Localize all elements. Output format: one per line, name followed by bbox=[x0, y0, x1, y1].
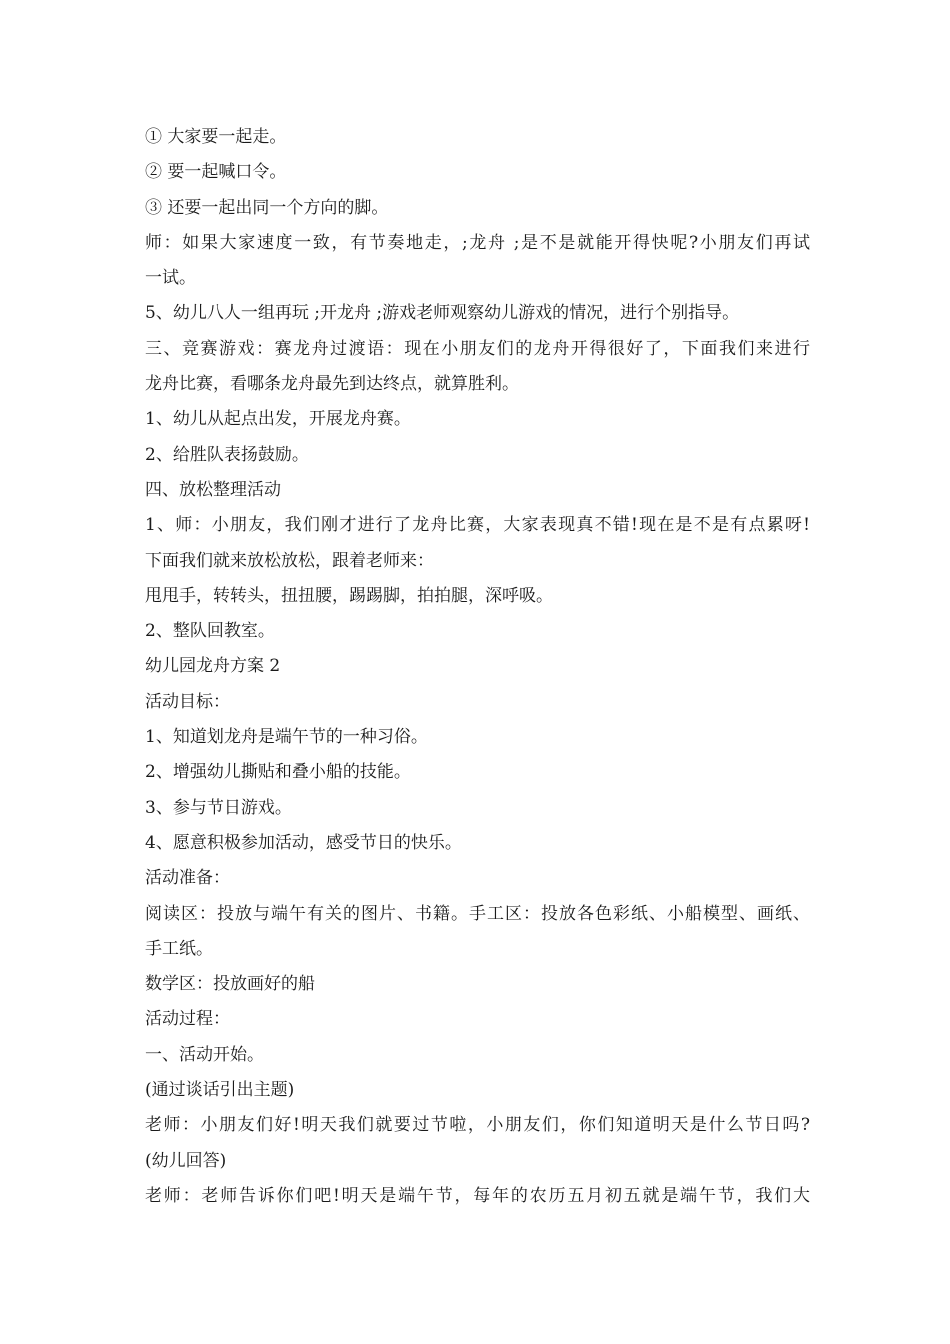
text-line: ③ 还要一起出同一个方向的脚。 bbox=[145, 197, 389, 218]
text-line: 老师：小朋友们好!明天我们就要过节啦，小朋友们，你们知道明天是什么节日吗? bbox=[145, 1115, 810, 1136]
text-line: 师：如果大家速度一致，有节奏地走，;龙舟 ;是不是就能开得快呢?小朋友们再试 bbox=[145, 232, 810, 253]
text-line: 1、师：小朋友，我们刚才进行了龙舟比赛，大家表现真不错!现在是不是有点累呀! bbox=[145, 515, 810, 536]
text-line: 数学区：投放画好的船 bbox=[145, 974, 315, 995]
text-line: 3、参与节日游戏。 bbox=[145, 797, 292, 818]
text-line: 2、给胜队表扬鼓励。 bbox=[145, 444, 309, 465]
text-line: 下面我们就来放松放松，跟着老师来： bbox=[145, 550, 434, 571]
text-line: 2、整队回教室。 bbox=[145, 621, 275, 642]
section-heading: 活动目标： bbox=[145, 691, 230, 712]
text-line: 龙舟比赛，看哪条龙舟最先到达终点，就算胜利。 bbox=[145, 374, 519, 395]
text-line: 甩甩手，转转头，扭扭腰，踢踢脚，拍拍腿，深呼吸。 bbox=[145, 585, 553, 606]
text-line: ① 大家要一起走。 bbox=[145, 127, 287, 147]
section-title: 幼儿园龙舟方案 2 bbox=[145, 656, 281, 677]
section-heading: 活动准备： bbox=[145, 868, 230, 889]
text-line: 5、幼儿八人一组再玩 ;开龙舟 ;游戏老师观察幼儿游戏的情况，进行个别指导。 bbox=[145, 303, 740, 324]
text-line: 4、愿意积极参加活动，感受节日的快乐。 bbox=[145, 832, 462, 853]
text-line: 老师：老师告诉你们吧!明天是端午节，每年的农历五月初五就是端午节，我们大 bbox=[145, 1185, 810, 1206]
text-line: (通过谈话引出主题) bbox=[145, 1080, 295, 1101]
text-line: 阅读区：投放与端午有关的图片、书籍。手工区：投放各色彩纸、小船模型、画纸、 bbox=[145, 903, 810, 924]
text-line: 1、幼儿从起点出发，开展龙舟赛。 bbox=[145, 409, 411, 430]
text-line: ② 要一起喊口令。 bbox=[145, 162, 287, 183]
text-line: 三、竞赛游戏：赛龙舟过渡语：现在小朋友们的龙舟开得很好了，下面我们来进行 bbox=[145, 338, 810, 359]
document-body bbox=[145, 120, 810, 1214]
text-line: 手工纸。 bbox=[145, 938, 213, 959]
text-line: 1、知道划龙舟是端午节的一种习俗。 bbox=[145, 727, 428, 748]
text-line: 一试。 bbox=[145, 268, 196, 289]
section-heading: 一、活动开始。 bbox=[145, 1044, 264, 1065]
text-line: 2、增强幼儿撕贴和叠小船的技能。 bbox=[145, 762, 411, 783]
text-line: (幼儿回答) bbox=[145, 1150, 227, 1171]
section-heading: 四、放松整理活动 bbox=[145, 479, 281, 500]
section-heading: 活动过程： bbox=[145, 1009, 230, 1030]
